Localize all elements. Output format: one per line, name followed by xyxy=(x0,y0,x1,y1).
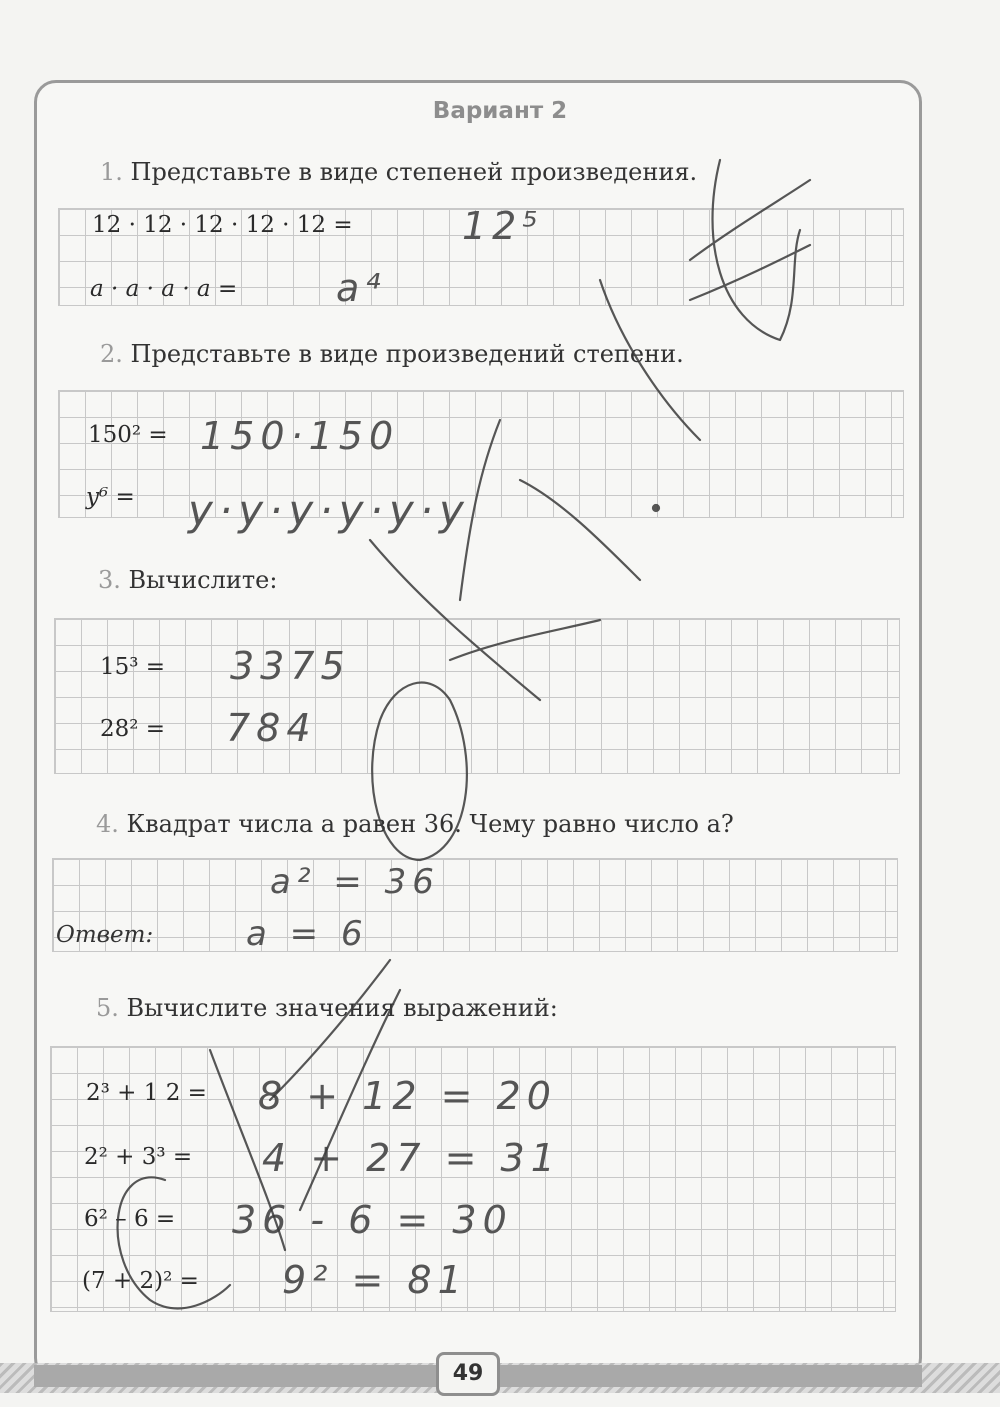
watermark-stroke-i2 xyxy=(690,160,810,340)
task-4-number: 4. xyxy=(96,810,119,838)
task-5-expr-1: 2³ + 1 2 = xyxy=(86,1080,207,1106)
task-3-expr-2: 28² = xyxy=(100,716,166,742)
task-2-expr-1: 150² = xyxy=(88,422,168,448)
task-5-answer-4: 9² = 81 xyxy=(282,1258,468,1302)
task-5-answer-2: 4 + 27 = 31 xyxy=(262,1136,561,1180)
task-2-answer-2: y·y·y·y·y·y xyxy=(188,486,470,535)
task-3-text: Вычислите: xyxy=(128,566,278,594)
task-5-expr-4: (7 + 2)² = xyxy=(82,1268,199,1294)
task-2-expr-2: y⁶ = xyxy=(86,484,135,510)
task-1-expr-1: 12 · 12 · 12 · 12 · 12 = xyxy=(92,212,353,238)
task-3-expr-1: 15³ = xyxy=(100,654,166,680)
task-2-answer-1: 150·150 xyxy=(200,414,400,458)
task-2-number: 2. xyxy=(100,340,123,368)
task-4-text: Квадрат числа a равен 36. Чему равно число a? xyxy=(126,810,734,838)
task-1-text: Представьте в виде степеней произведения. xyxy=(130,158,698,186)
watermark-dot xyxy=(653,505,659,511)
task-1-number: 1. xyxy=(100,158,123,186)
task-5-answer-1: 8 + 12 = 20 xyxy=(258,1074,557,1118)
task-1-answer-2: a⁴ xyxy=(336,266,387,310)
task-4-answer: a = 6 xyxy=(246,914,369,954)
watermark-stroke-i xyxy=(210,960,400,1250)
task-3-number: 3. xyxy=(98,566,121,594)
task-1-expr-2: a · a · a · a = xyxy=(90,276,238,302)
watermark-stroke-o xyxy=(370,420,600,700)
task-1-answer-1: 12⁵ xyxy=(462,204,544,248)
task-2-text: Представьте в виде произведений степени. xyxy=(130,340,684,368)
task-5-answer-3: 36 - 6 = 30 xyxy=(232,1198,513,1242)
task-3-answer-2: 784 xyxy=(226,706,317,750)
task-4-answer-label: Ответ: xyxy=(56,922,154,948)
task-5-expr-3: 6² – 6 = xyxy=(84,1206,176,1232)
task-5-expr-2: 2² + 3³ = xyxy=(84,1144,193,1170)
task-5-number: 5. xyxy=(96,994,119,1022)
task-4-work: a² = 36 xyxy=(270,862,440,902)
watermark-stroke-c xyxy=(118,1177,230,1308)
page-number: 49 xyxy=(436,1352,500,1396)
watermark-stroke-k xyxy=(372,683,467,860)
task-5-text: Вычислите значения выражений: xyxy=(126,994,558,1022)
task-3-answer-1: 3375 xyxy=(230,644,351,688)
watermark-stroke-ch xyxy=(520,280,700,580)
variant-title: Вариант 2 xyxy=(432,98,568,124)
